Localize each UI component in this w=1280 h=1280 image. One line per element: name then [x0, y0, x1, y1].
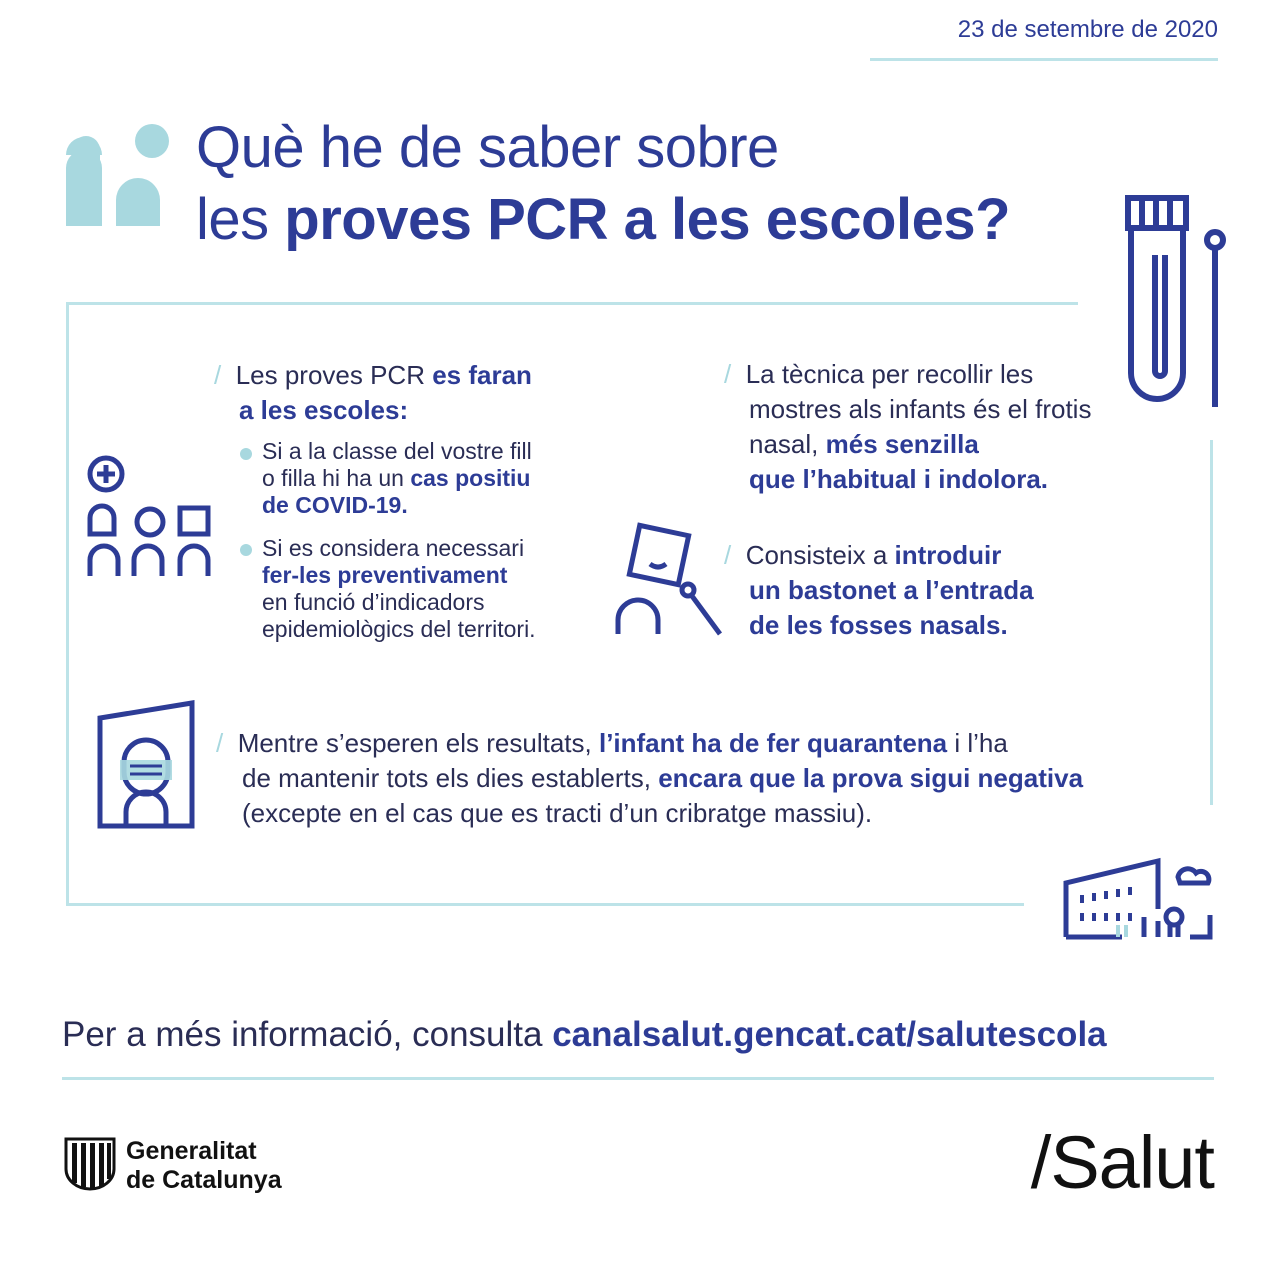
bullet-positive-case: Si a la classe del vostre fill o filla hi ha un cas positiu de COVID-19.	[262, 438, 532, 518]
date-divider	[870, 58, 1218, 61]
block-swab-insertion: / Consisteix a introduir un bastonet a l’entrada de les fosses nasals.	[724, 540, 1034, 640]
frame-right	[1210, 440, 1213, 805]
block-pcr-at-schools: / Les proves PCR es faran a les escoles:	[214, 360, 532, 425]
title-line-2: les proves PCR a les escoles?	[196, 187, 1011, 252]
title-line-1: Què he de saber sobre	[196, 115, 779, 180]
bullet-dot	[240, 544, 252, 556]
page-title	[196, 112, 1010, 256]
bullet-dot	[240, 448, 252, 460]
date: 23 de setembre de 2020	[957, 16, 1218, 43]
frame-left	[66, 302, 69, 906]
generalitat-logo-icon	[64, 1135, 116, 1191]
block-quarantine: / Mentre s’esperen els resultats, l’infant ha de fer quarantena i l’ha de mantenir tots els dies establerts, encara que la prova sigui negativa (excepte en el cas que es tracti d’un cribratge massiu).	[216, 728, 1084, 828]
bullet-preventive: Si es considera necessari fer-les preventivament en funció d’indicadors epidemiològics del territori.	[262, 535, 536, 642]
generalitat-name: Generalitat de Catalunya	[126, 1137, 282, 1194]
salut-logo: /Salut	[1030, 1121, 1214, 1204]
block-sampling-technique: / La tècnica per recollir les mostres als infants és el frotis nasal, més senzilla que l’habitual i indolora.	[724, 359, 1092, 494]
info-link[interactable]: canalsalut.gencat.cat/salutescola	[552, 1015, 1107, 1054]
test-tube-icon	[1125, 195, 1235, 415]
quarantine-icon	[96, 700, 198, 830]
people-icon	[66, 120, 166, 230]
family-icon	[86, 456, 216, 578]
footer-divider	[62, 1077, 1214, 1080]
school-icon	[1062, 855, 1222, 940]
nasal-swab-icon	[612, 524, 727, 639]
frame-bottom	[66, 903, 1024, 906]
more-info: Per a més informació, consulta canalsalut.gencat.cat/salutescola	[62, 1015, 1107, 1054]
frame-top	[66, 302, 1078, 305]
